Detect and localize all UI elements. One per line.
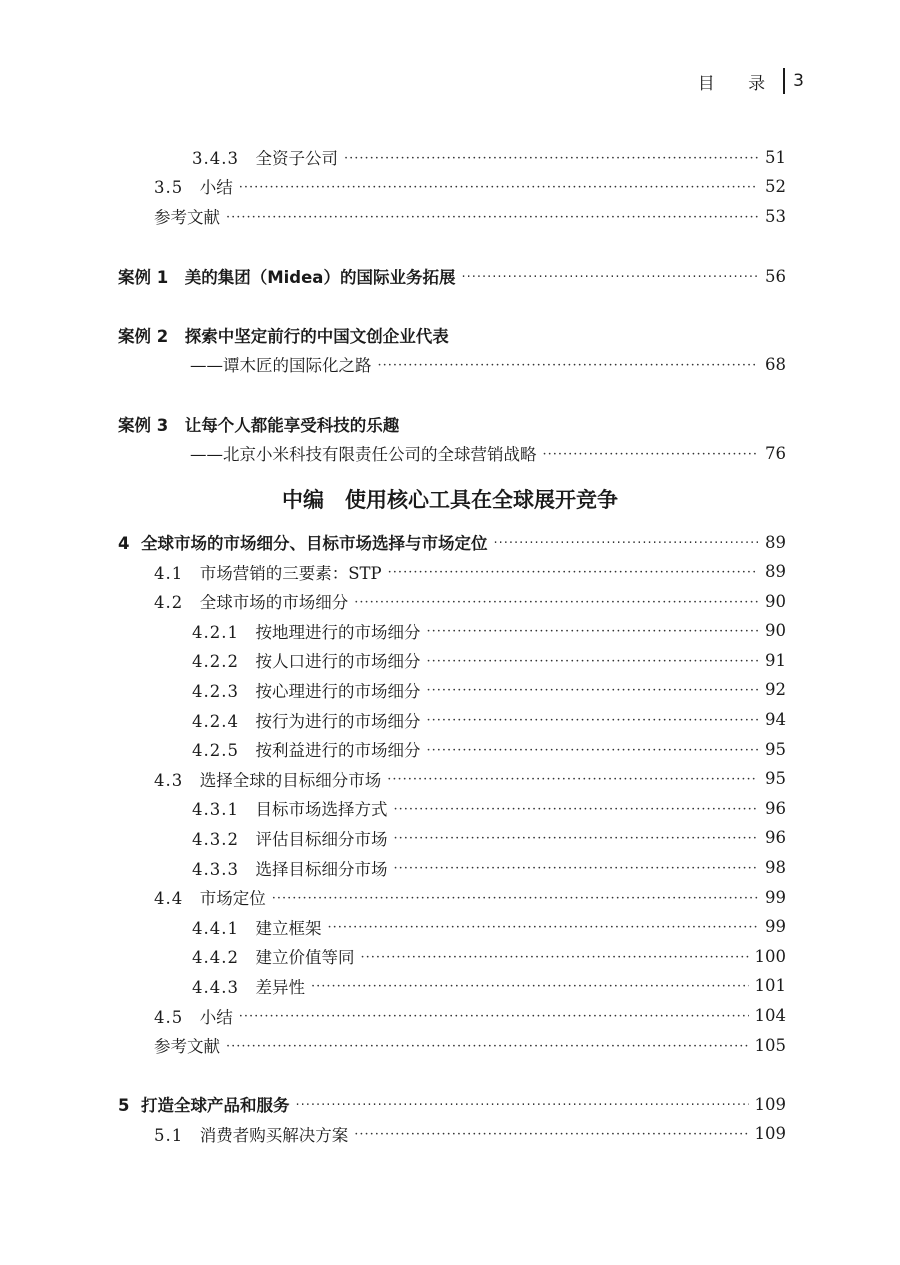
toc-entry[interactable] bbox=[0, 202, 786, 230]
header-page-number: 3 bbox=[793, 71, 804, 91]
toc-entry[interactable] bbox=[0, 735, 786, 763]
entry-page: 68 bbox=[765, 354, 786, 374]
entry-page: 94 bbox=[765, 710, 786, 729]
toc-case-2-title[interactable] bbox=[118, 321, 449, 349]
leader-dots bbox=[393, 802, 758, 817]
entry-page: 90 bbox=[765, 621, 786, 641]
entry-title: 建立框架 bbox=[255, 918, 322, 938]
entry-title: 市场营销的三要素：STP bbox=[199, 563, 382, 583]
leader-dots bbox=[378, 358, 759, 373]
toc-entry[interactable] bbox=[0, 558, 786, 586]
entry-title: 目标市场选择方式 bbox=[255, 800, 388, 820]
leader-dots bbox=[295, 1098, 748, 1113]
leader-dots bbox=[426, 743, 758, 758]
toc-entry[interactable] bbox=[0, 676, 786, 704]
leader-dots bbox=[239, 1009, 749, 1024]
entry-title: 市场定位 bbox=[199, 889, 266, 909]
leader-dots bbox=[543, 447, 759, 462]
toc-entry[interactable] bbox=[0, 143, 786, 171]
toc-entry[interactable] bbox=[0, 854, 786, 882]
entry-number: 4.3.1 bbox=[192, 800, 239, 820]
toc-entry[interactable] bbox=[0, 972, 786, 1000]
toc-case-1[interactable] bbox=[0, 262, 786, 290]
case-subtitle: ——谭木匠的国际化之路 bbox=[190, 356, 372, 375]
entry-number: 4.2.5 bbox=[192, 741, 239, 761]
leader-dots bbox=[393, 831, 758, 846]
entry-page: 89 bbox=[765, 562, 786, 581]
entry-title: 建立价值等同 bbox=[255, 948, 355, 968]
leader-dots bbox=[354, 1127, 748, 1142]
entry-number: 4.4.1 bbox=[192, 918, 239, 938]
toc-case-2-subtitle[interactable] bbox=[0, 350, 786, 378]
leader-dots bbox=[426, 624, 758, 639]
entry-number: 4.3.3 bbox=[192, 859, 239, 879]
entry-title: 评估目标细分市场 bbox=[255, 829, 388, 849]
entry-title: 差异性 bbox=[255, 977, 305, 997]
entry-page: 109 bbox=[754, 1124, 786, 1143]
entry-title: 小结 bbox=[199, 178, 233, 197]
leader-dots bbox=[426, 683, 758, 698]
entry-number: 4.5 bbox=[154, 1007, 184, 1027]
toc-entry[interactable] bbox=[0, 706, 786, 734]
leader-dots bbox=[354, 595, 758, 610]
leader-dots bbox=[360, 950, 748, 965]
entry-number: 4.3 bbox=[154, 770, 184, 790]
case-label: 案例 1 bbox=[118, 268, 169, 287]
entry-page: 51 bbox=[765, 147, 786, 167]
entry-page: 99 bbox=[765, 887, 786, 907]
entry-page: 96 bbox=[765, 798, 786, 818]
entry-page: 76 bbox=[765, 443, 786, 463]
header-title: 目 录 bbox=[697, 73, 780, 94]
leader-dots bbox=[226, 1039, 749, 1054]
entry-page: 96 bbox=[765, 828, 786, 848]
case-title: 探索中坚定前行的中国文创企业代表 bbox=[184, 327, 449, 346]
toc-entry[interactable] bbox=[0, 913, 786, 941]
toc-entry[interactable] bbox=[0, 883, 786, 911]
entry-title: 消费者购买解决方案 bbox=[199, 1125, 349, 1145]
leader-dots bbox=[493, 536, 758, 551]
toc-case-3-title[interactable] bbox=[118, 410, 399, 438]
entry-title: 小结 bbox=[199, 1007, 233, 1027]
entry-number: 3.5 bbox=[154, 178, 184, 197]
toc-case-3-subtitle[interactable] bbox=[0, 439, 786, 467]
leader-dots bbox=[387, 772, 758, 787]
entry-page: 100 bbox=[754, 946, 786, 966]
entry-number: 4.3.2 bbox=[192, 829, 239, 849]
entry-number: 4.2 bbox=[154, 593, 184, 613]
entry-page: 90 bbox=[765, 591, 786, 611]
toc-chapter-4[interactable] bbox=[0, 528, 786, 556]
entry-title: 全资子公司 bbox=[255, 149, 338, 168]
leader-dots bbox=[426, 654, 758, 669]
entry-page: 95 bbox=[765, 769, 786, 789]
leader-dots bbox=[344, 151, 758, 166]
leader-dots bbox=[327, 920, 758, 935]
entry-title: 按地理进行的市场细分 bbox=[255, 622, 421, 642]
toc-entry[interactable] bbox=[0, 824, 786, 852]
entry-page: 105 bbox=[754, 1035, 786, 1055]
chapter-number: 4 bbox=[118, 534, 130, 553]
entry-page: 98 bbox=[765, 858, 786, 877]
entry-page: 92 bbox=[765, 680, 786, 700]
entry-title: 按心理进行的市场细分 bbox=[255, 681, 421, 701]
leader-dots bbox=[461, 270, 758, 285]
entry-page: 109 bbox=[754, 1094, 786, 1114]
entry-number: 5.1 bbox=[154, 1125, 184, 1145]
entry-title: 选择目标细分市场 bbox=[255, 859, 388, 879]
case-label: 案例 2 bbox=[118, 327, 169, 346]
leader-dots bbox=[239, 180, 758, 195]
entry-number: 4.2.2 bbox=[192, 652, 239, 672]
entry-page: 104 bbox=[754, 1006, 786, 1025]
entry-page: 89 bbox=[765, 532, 786, 552]
case-subtitle: ——北京小米科技有限责任公司的全球营销战略 bbox=[190, 445, 537, 464]
entry-number: 4.2.1 bbox=[192, 622, 239, 642]
toc-entry[interactable] bbox=[0, 942, 786, 970]
entry-page: 91 bbox=[765, 650, 786, 670]
leader-dots bbox=[311, 979, 749, 994]
running-header bbox=[698, 68, 804, 94]
toc-entry[interactable] bbox=[0, 1031, 786, 1059]
chapter-title: 打造全球产品和服务 bbox=[140, 1096, 290, 1115]
entry-number: 4.4.2 bbox=[192, 948, 239, 968]
case-label: 案例 3 bbox=[118, 416, 169, 435]
entry-number: 3.4.3 bbox=[192, 149, 239, 168]
entry-number: 4.4.3 bbox=[192, 977, 239, 997]
entry-number: 4.2.3 bbox=[192, 681, 239, 701]
leader-dots bbox=[426, 713, 758, 728]
toc-entry[interactable] bbox=[0, 587, 786, 615]
chapter-number: 5 bbox=[118, 1096, 130, 1115]
entry-title: 参考文献 bbox=[154, 208, 220, 227]
entry-number: 4.2.4 bbox=[192, 711, 239, 731]
entry-page: 95 bbox=[765, 739, 786, 759]
toc-chapter-5[interactable] bbox=[0, 1090, 786, 1118]
toc-entry[interactable] bbox=[0, 1120, 786, 1148]
leader-dots bbox=[393, 861, 758, 876]
entry-page: 56 bbox=[765, 266, 786, 286]
leader-dots bbox=[226, 210, 758, 225]
entry-title: 按利益进行的市场细分 bbox=[255, 741, 421, 761]
toc-entry[interactable] bbox=[0, 646, 786, 674]
section-title: 中编 使用核心工具在全球展开竞争 bbox=[282, 488, 618, 512]
entry-page: 101 bbox=[754, 976, 786, 996]
toc-entry[interactable] bbox=[0, 172, 786, 200]
entry-number: 4.1 bbox=[154, 563, 184, 583]
entry-title: 全球市场的市场细分 bbox=[199, 593, 349, 613]
entry-page: 99 bbox=[765, 917, 786, 937]
entry-number: 4.4 bbox=[154, 889, 184, 909]
case-title: 美的集团（Midea）的国际业务拓展 bbox=[184, 268, 456, 287]
case-title: 让每个人都能享受科技的乐趣 bbox=[184, 416, 400, 435]
toc-entry[interactable] bbox=[0, 765, 786, 793]
header-divider bbox=[783, 68, 785, 94]
entry-title: 按人口进行的市场细分 bbox=[255, 652, 421, 672]
chapter-title: 全球市场的市场细分、目标市场选择与市场定位 bbox=[140, 534, 488, 553]
leader-dots bbox=[388, 565, 758, 580]
entry-page: 52 bbox=[765, 176, 786, 196]
entry-title: 参考文献 bbox=[154, 1037, 220, 1057]
entry-title: 按行为进行的市场细分 bbox=[255, 711, 421, 731]
toc-entry[interactable] bbox=[0, 617, 786, 645]
entry-page: 53 bbox=[765, 206, 786, 226]
entry-title: 选择全球的目标细分市场 bbox=[199, 770, 382, 790]
leader-dots bbox=[272, 891, 758, 906]
toc-entry[interactable] bbox=[0, 794, 786, 822]
toc-entry[interactable] bbox=[0, 1002, 786, 1030]
